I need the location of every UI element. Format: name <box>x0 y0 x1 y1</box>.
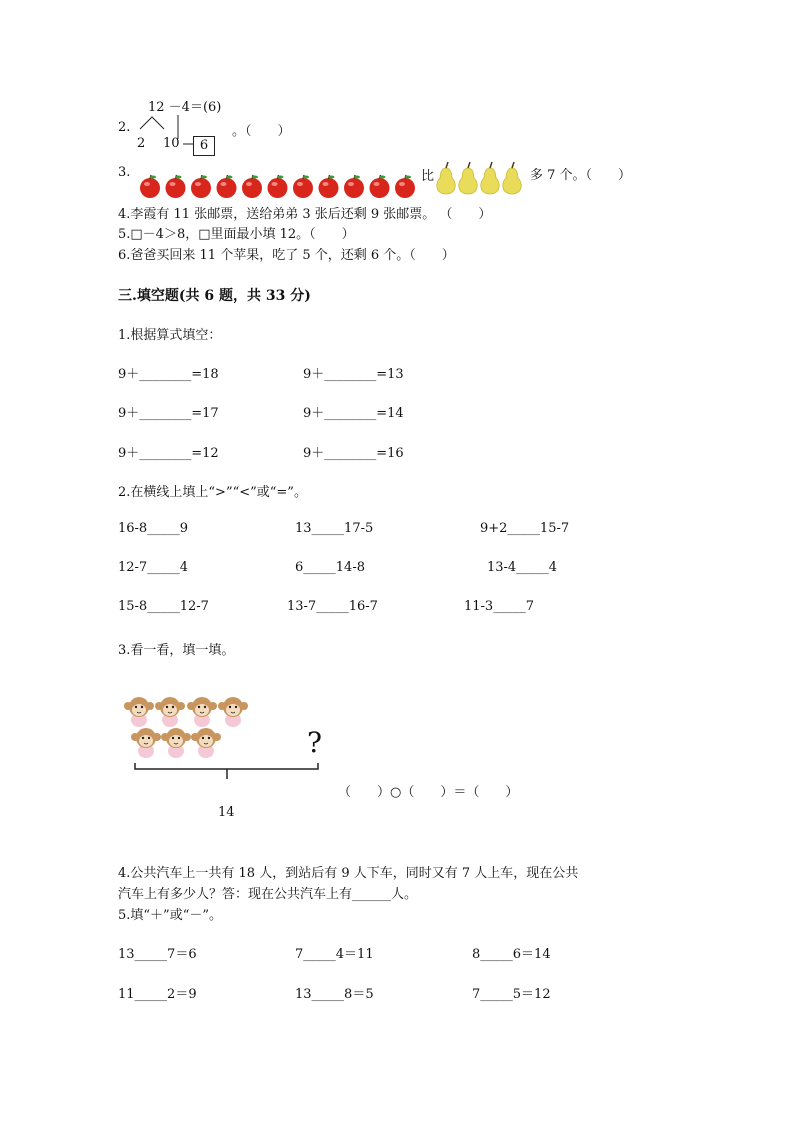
apple-icon <box>293 175 313 198</box>
apple-icon <box>166 175 186 198</box>
fill-q5-cell: 13_____8＝5 <box>295 987 374 1002</box>
judge-q2-top-expr: 12 －4＝(6) <box>148 100 222 115</box>
fill-q1-cell: 9＋________=12 <box>118 446 219 461</box>
fill-q2-cell: 12-7_____4 <box>118 560 188 575</box>
box-connector <box>183 143 193 145</box>
question-mark: ? <box>307 726 323 759</box>
fill-q5-cell: 13_____7＝6 <box>118 947 197 962</box>
fill-q1-cell: 9＋________=14 <box>303 406 404 421</box>
section-title: 三.填空题(共 6 题，共 33 分) <box>118 288 311 304</box>
fill-q5-cell: 7_____4＝11 <box>295 947 374 962</box>
judge-q2-split-mid: 10 <box>163 136 180 151</box>
monkey-icon <box>124 697 154 727</box>
apple-icon <box>140 175 160 198</box>
total-brace <box>134 763 324 781</box>
pear-icon <box>481 162 499 194</box>
apple-icon <box>242 175 262 198</box>
monkey-icon <box>131 728 161 758</box>
apple-icon <box>395 175 415 198</box>
fill-q2-cell: 13-7_____16-7 <box>287 599 378 614</box>
fill-q1-cell: 9＋________=16 <box>303 446 404 461</box>
judge-q2-split-left: 2 <box>137 136 146 151</box>
monkey-group <box>122 692 257 762</box>
fill-q3-equation: （ ）○（ ）＝（ ） <box>338 785 519 800</box>
fill-q1-cell: 9＋________=13 <box>303 367 404 382</box>
fill-q2-title: 2.在横线上填上“>”“<”或“=”。 <box>118 485 307 500</box>
pear-icon <box>459 162 477 194</box>
monkey-icon <box>218 697 248 727</box>
fill-q4-line2: 汽车上有多少人？答：现在公共汽车上有______人。 <box>118 887 418 902</box>
judge-q4: 4.李霞有 11 张邮票，送给弟弟 3 张后还剩 9 张邮票。 （ ） <box>118 207 492 222</box>
judge-q2-tail: 。（ ） <box>232 124 291 139</box>
fill-q1-cell: 9＋________=18 <box>118 367 219 382</box>
apple-icon <box>268 175 288 198</box>
fill-q2-cell: 9+2_____15-7 <box>480 521 570 536</box>
fill-q2-cell: 13-4_____4 <box>487 560 557 575</box>
judge-q2-number: 2. <box>118 120 131 135</box>
judge-q5: 5.□－4＞8，□里面最小填 12。（ ） <box>118 227 355 242</box>
apple-icon <box>191 175 211 198</box>
fill-q4-line1: 4.公共汽车上一共有 18 人，到站后有 9 人下车，同时又有 7 人上车，现在公共 <box>118 866 579 881</box>
fill-q1-cell: 9＋________=17 <box>118 406 219 421</box>
pear-icon <box>503 162 521 194</box>
monkey-icon <box>161 728 191 758</box>
fill-q5-cell: 11_____2＝9 <box>118 987 197 1002</box>
fill-q2-cell: 16-8_____9 <box>118 521 188 536</box>
judge-q3-number: 3. <box>118 165 131 180</box>
fill-q2-cell: 15-8_____12-7 <box>118 599 209 614</box>
apple-icon <box>217 175 237 198</box>
fill-q5-title: 5.填“＋”或“－”。 <box>118 908 222 923</box>
apple-icon <box>370 175 390 198</box>
total-label: 14 <box>218 805 235 820</box>
apple-row <box>138 174 420 200</box>
monkey-icon <box>187 697 217 727</box>
fill-q2-cell: 13_____17-5 <box>295 521 374 536</box>
fill-q2-cell: 6_____14-8 <box>295 560 365 575</box>
fill-q5-cell: 8_____6＝14 <box>472 947 551 962</box>
judge-q6: 6.爸爸买回来 11 个苹果，吃了 5 个，还剩 6 个。（ ） <box>118 248 455 263</box>
judge-q3-tail: 多 7 个。（ ） <box>530 168 632 183</box>
pear-row <box>434 160 526 198</box>
apple-icon <box>319 175 339 198</box>
apple-icon <box>344 175 364 198</box>
fill-q1-title: 1.根据算式填空： <box>118 328 222 343</box>
monkey-icon <box>155 697 185 727</box>
judge-q2-answer-box: 6 <box>193 136 215 156</box>
pear-icon <box>437 162 455 194</box>
fill-q2-cell: 11-3_____7 <box>464 599 534 614</box>
fill-q3-title: 3.看一看，填一填。 <box>118 643 235 658</box>
fill-q5-cell: 7_____5＝12 <box>472 987 551 1002</box>
monkey-icon <box>191 728 221 758</box>
judge-q3-bi: 比 <box>421 169 435 184</box>
